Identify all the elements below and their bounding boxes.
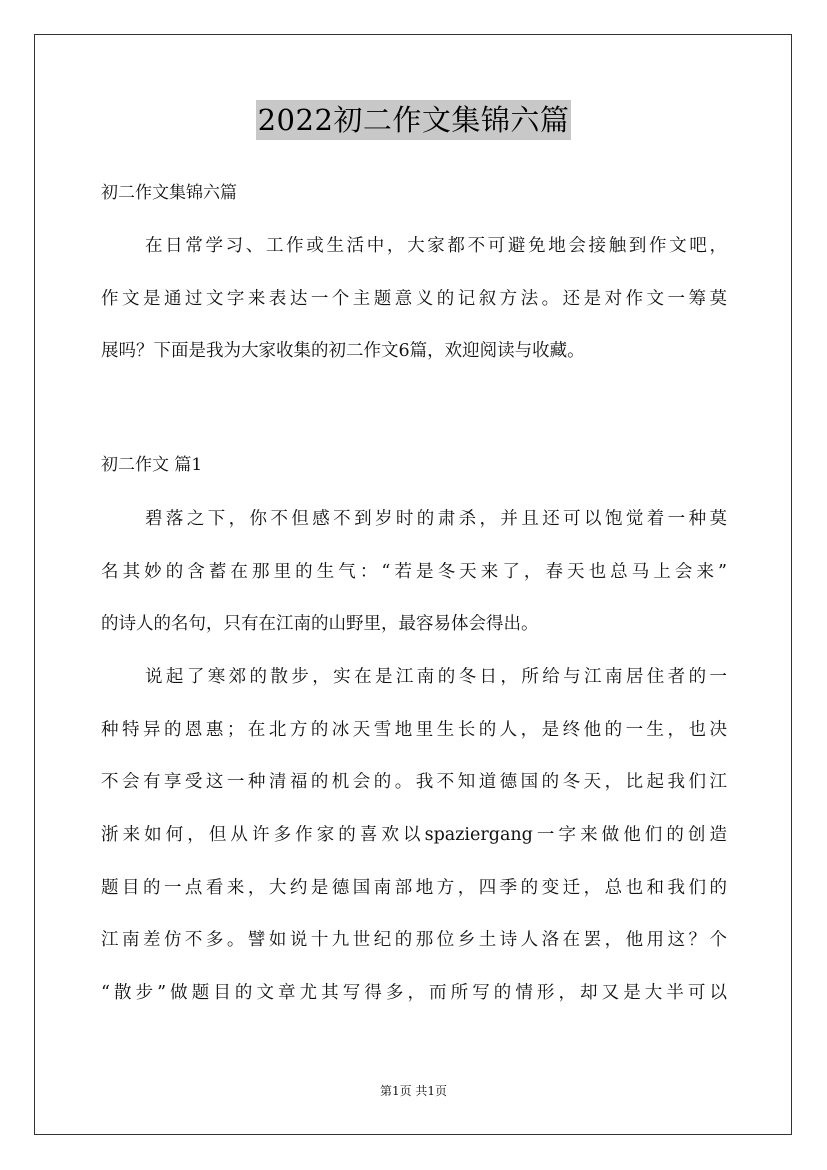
- title-container: [0, 100, 827, 140]
- document-subtitle: 初二作文集锦六篇: [101, 183, 237, 203]
- text-line: 作文是通过文字来表达一个主题意义的记叙方法。还是对作文一筹莫: [101, 288, 727, 309]
- paragraph-2: [101, 665, 727, 1034]
- text-line: 名其妙的含蓄在那里的生气：“若是冬天来了，春天也总马上会来”: [101, 561, 727, 582]
- text-line: 江南差仿不多。譬如说十九世纪的那位乡土诗人洛在罢，他用这？个: [101, 930, 727, 951]
- text-line: 题目的一点看来，大约是德国南部地方，四季的变迁，总也和我们的: [101, 877, 727, 898]
- page-footer: 第1页 共1页: [379, 1084, 448, 1098]
- text-line: 碧落之下，你不但感不到岁时的肃杀，并且还可以饱觉着一种莫: [145, 509, 727, 529]
- text-line: 的诗人的名句，只有在江南的山野里，最容易体会得出。: [101, 614, 539, 635]
- document-title: 2022初二作文集锦六篇: [256, 100, 572, 140]
- text-line: 在日常学习、工作或生活中，大家都不可避免地会接触到作文吧，: [145, 236, 727, 256]
- text-line: 说起了寒郊的散步，实在是江南的冬日，所给与江南居住者的一: [145, 667, 727, 687]
- text-line: 浙来如何，但从许多作家的喜欢以spaziergang一字来做他们的创造: [101, 825, 727, 846]
- text-line: 展吗？下面是我为大家收集的初二作文6篇，欢迎阅读与收藏。: [101, 341, 585, 362]
- intro-paragraph: [101, 234, 727, 392]
- text-line: 不会有享受这一种清福的机会的。我不知道德国的冬天，比起我们江: [101, 772, 727, 793]
- paragraph-1: [101, 507, 727, 665]
- text-line: 种特异的恩惠；在北方的冰天雪地里生长的人，是终他的一生，也决: [101, 719, 727, 740]
- section-heading: 初二作文 篇1: [101, 455, 203, 475]
- text-line: “散步”做题目的文章尤其写得多，而所写的情形，却又是大半可以: [101, 983, 727, 1004]
